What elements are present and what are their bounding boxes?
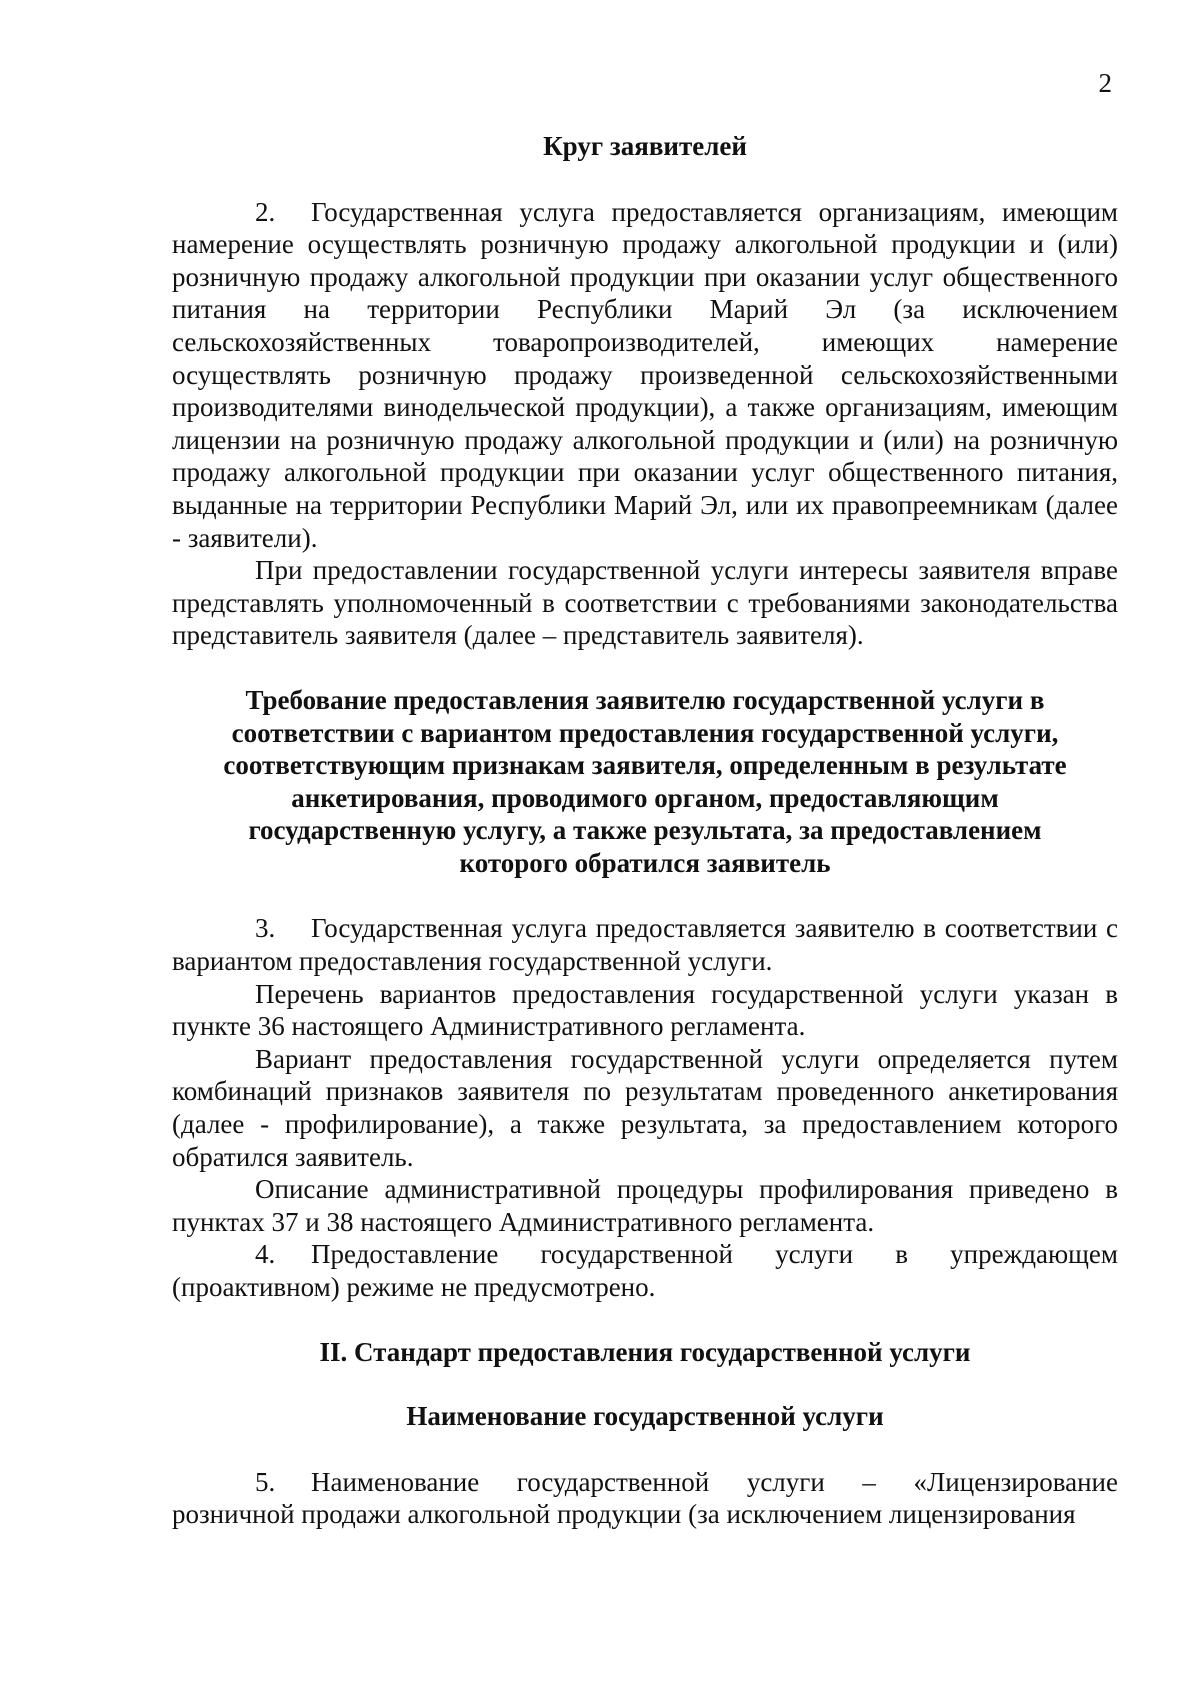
paragraph-variants-list: Перечень вариантов предоставления государственной услуги указан в пункте 36 настоящего Административного регламента.	[172, 978, 1118, 1042]
paragraph-4-text: Предоставление государственной услуги в упреждающем (проактивном) режиме не предусмотрено.	[172, 1239, 1118, 1302]
paragraph-representative: При предоставлении государственной услуги интересы заявителя вправе представлять уполномоченный в соответствии с требованиями законодательства представитель заявителя (далее – представитель заявителя).	[172, 555, 1118, 651]
paragraph-4-number: 4.	[255, 1239, 276, 1270]
paragraph-2-text: Государственная услуга предоставляется организациям, имеющим намерение осуществлять розничную продажу алкогольной продукции и (или) розничную продажу алкогольной продукции при оказании услуг общественного питания на территории Республики Марий Эл (за исключением сельскохозяйственных товаропроизводителей, имеющих намерение осуществлять розничную продажу произведенной сельскохозяйственными производителями винодельческой продукции), а также организациям, имеющим лицензии на розничную продажу алкогольной продукции и (или) на розничную продажу алкогольной продукции при оказании услуг общественного питания, выданные на территории Республики Марий Эл, или их правопреемникам (далее - заявители).	[172, 196, 1118, 553]
document-body	[172, 130, 1118, 1531]
paragraph-3	[172, 912, 1118, 977]
paragraph-5	[172, 1466, 1118, 1531]
paragraph-5-number: 5.	[255, 1466, 276, 1497]
heading-applicants: Круг заявителей	[543, 131, 747, 161]
paragraph-variant-definition: Вариант предоставления государственной услуги определяется путем комбинаций признаков заявителя по результатам проведенного анкетирования (далее - профилирование), а также результата, за предоставлением которого обратился заявитель.	[172, 1043, 1118, 1172]
heading-variant-requirement: Требование предоставления заявителю государственной услуги в соответствии с вариантом предоставления государственной услуги, соответствующим признакам заявителя, определенным в результате анкетирования, проводимого органом, предоставляющим государственную услугу, а также результата, за предоставлением которого обратился заявитель	[223, 684, 1067, 878]
paragraph-3-text: Государственная услуга предоставляется заявителю в соответствии с вариантом предоставления государственной услуги.	[172, 913, 1118, 977]
paragraph-3-number: 3.	[255, 913, 276, 944]
page-number: 2	[1098, 68, 1112, 98]
paragraph-2	[172, 196, 1118, 555]
paragraph-profiling: Описание административной процедуры профилирования приведено в пунктах 37 и 38 настоящего Административного регламента.	[172, 1174, 1118, 1237]
heading-service-name: Наименование государственной услуги	[406, 1401, 884, 1432]
paragraph-4	[172, 1238, 1118, 1303]
paragraph-5-text: Наименование государственной услуги – «Лицензирование розничной продажи алкогольной продукции (за исключением лицензирования	[172, 1466, 1118, 1530]
paragraph-2-number: 2.	[255, 196, 276, 227]
heading-standard: II. Стандарт предоставления государственной услуги	[319, 1336, 971, 1367]
